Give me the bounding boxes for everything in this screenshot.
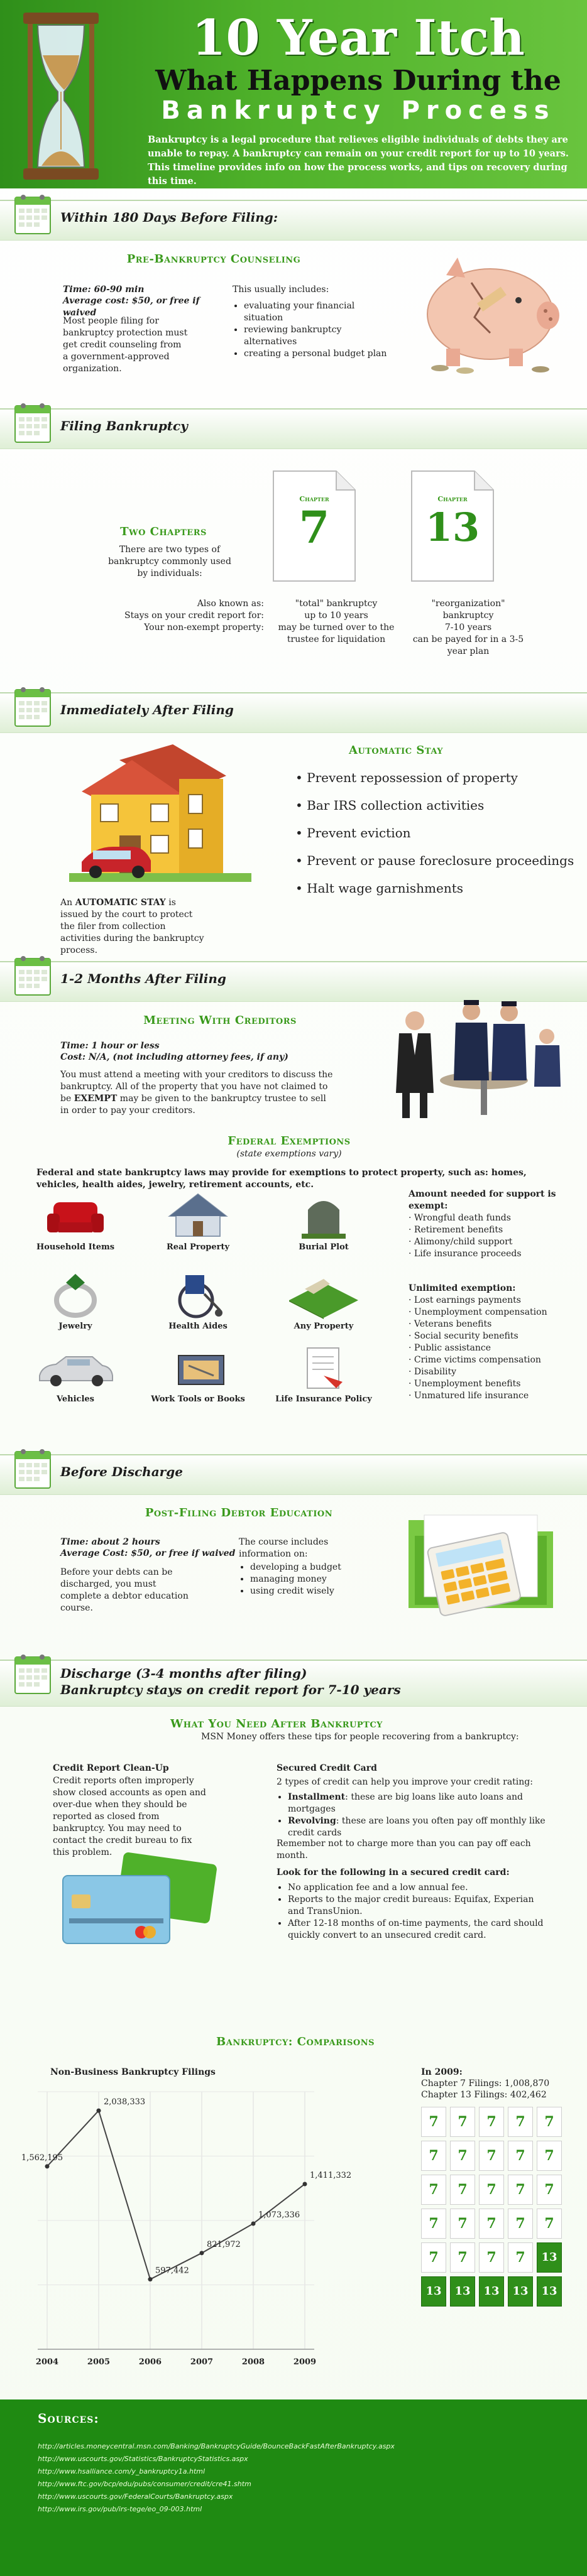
list-item: • Prevent eviction	[295, 825, 411, 840]
chapter-7-tile: 7	[537, 2141, 562, 2171]
chapter-7-tile: 7	[421, 2141, 446, 2171]
chart-x-tick-label: 2009	[293, 2357, 317, 2367]
chapter-7-details	[273, 598, 399, 646]
intro-paragraph	[148, 133, 572, 188]
chapter-7-tile: 7	[537, 2107, 562, 2137]
chapter-13-tile: 13	[421, 2276, 446, 2307]
list-item: · Life insurance proceeds	[409, 1249, 522, 1259]
section-title-filing: Filing Bankruptcy	[60, 418, 188, 433]
automatic-stay-note: An AUTOMATIC STAY is issued by the court to protect the filer from collection activities during the bankruptcy process.	[60, 898, 204, 955]
chapter-13-details	[409, 598, 528, 658]
section-title-after-filing: Immediately After Filing	[60, 702, 234, 717]
exemption-label-vehicles: Vehicles	[57, 1394, 94, 1404]
calendar-icon	[14, 685, 52, 727]
section-title-discharge-line2: Bankruptcy stays on credit report for 7-10 years	[60, 1682, 401, 1697]
header-banner	[0, 0, 587, 188]
credit-cards-icon	[57, 1850, 220, 1957]
calendar-icon	[14, 401, 52, 443]
list-item: • Reports to the major credit bureaus: Equifax, Experian and TransUnion.	[288, 1894, 553, 1918]
source-link[interactable]: http://www.hsalliance.com/y_bankruptcy1a.html	[38, 2467, 206, 2475]
list-item: · Disability	[409, 1367, 457, 1377]
chart-x-tick-label: 2007	[190, 2357, 214, 2367]
look-for-list	[277, 1882, 553, 1942]
chapter-7-tile: 7	[479, 2107, 504, 2137]
chapter-7-property: may be turned over to the trustee for liquidation	[278, 622, 395, 644]
list-item: • After 12-18 months of on-time payments, the card should quickly convert to an unsecured credit card.	[288, 1918, 553, 1942]
list-item: · Unmatured life insurance	[409, 1391, 529, 1401]
education-includes-intro: The course includes information on:	[239, 1537, 329, 1559]
chapter-7-tile: 7	[450, 2107, 475, 2137]
federal-exemptions-heading: Federal Exemptions	[228, 1134, 351, 1148]
source-link[interactable]: http://www.ftc.gov/bcp/edu/pubs/consumer/credit/cre41.shtm	[38, 2480, 251, 2488]
meeting-body: You must attend a meeting with your creditors to discuss the bankruptcy. All of the property that you have not claimed to be EXEMPT may be given to the bankruptcy trustee to sell in order to pay your creditors.	[60, 1070, 333, 1116]
chapter-7-tile: 7	[450, 2141, 475, 2171]
filings-line-chart	[21, 2079, 352, 2381]
calendar-icon	[14, 1447, 52, 1489]
chapter-7-tile: 7	[450, 2175, 475, 2205]
exemption-label-life-insurance: Life Insurance Policy	[275, 1394, 372, 1404]
chapter-7-tile: 7	[421, 2175, 446, 2205]
armchair-icon	[41, 1195, 110, 1239]
unlimited-exemptions-title: Unlimited exemption:	[409, 1283, 516, 1293]
chapter-7-tile: 7	[479, 2175, 504, 2205]
chapter-7-tile: 7	[508, 2141, 533, 2171]
chapter-7-tile: 7	[508, 2107, 533, 2137]
education-time: Time: about 2 hours	[60, 1537, 160, 1547]
page-title: 10 Year Itch	[192, 9, 525, 67]
chapter-7-tile: 7	[421, 2209, 446, 2239]
chapter-7-number: 7	[299, 501, 330, 553]
chapter-7-tile: 7	[421, 2242, 446, 2273]
stats-title: In 2009:	[421, 2067, 463, 2077]
chart-data-label: 1,073,336	[258, 2210, 300, 2220]
chart-data-label: 597,442	[155, 2266, 189, 2276]
section-bar-after-filing	[0, 692, 587, 733]
house-icon	[167, 1191, 229, 1239]
chart-data-label: 821,972	[207, 2239, 241, 2249]
meeting-cost: Cost: N/A, (not including attorney fees, if any)	[60, 1052, 288, 1062]
chapter-7-tile: 7	[479, 2141, 504, 2171]
chapter-7-tile: 7	[508, 2175, 533, 2205]
list-item: · Unemployment benefits	[409, 1379, 521, 1389]
counseling-time: Time: 60-90 min	[63, 285, 145, 295]
chapter-13-tile: 13	[450, 2276, 475, 2307]
counseling-includes-intro: This usually includes:	[233, 285, 329, 295]
row-label: Stays on your credit report for:	[124, 611, 264, 621]
chapter-13-tile: 13	[537, 2276, 562, 2307]
exemption-label-burial-plot: Burial Plot	[299, 1242, 349, 1252]
intro-bold: Bankruptcy	[148, 134, 207, 145]
cleanup-body: Credit reports often improperly show closed accounts as open and over-due when they should be reported as closed from bankruptcy. You may need to contact the credit bureau to fix this problem.	[53, 1776, 206, 1857]
unlimited-exemptions	[409, 1283, 578, 1402]
list-item: · Retirement benefits	[409, 1225, 503, 1235]
support-exemptions	[409, 1188, 572, 1260]
list-item: • using credit wisely	[250, 1585, 377, 1597]
education-includes-list	[239, 1562, 377, 1597]
chart-data-label: 1,411,332	[310, 2170, 352, 2180]
look-for-title: Look for the following in a secured credit card:	[277, 1867, 510, 1878]
after-bankruptcy-heading: What You Need After Bankruptcy	[170, 1717, 383, 1731]
chart-series-line	[47, 2111, 305, 2280]
section-title-discharge: Discharge (3-4 months after filing)	[60, 1666, 307, 1681]
two-chapters-heading: Two Chapters	[120, 525, 207, 538]
list-item: • Prevent repossession of property	[295, 770, 518, 785]
exemption-label-jewelry: Jewelry	[58, 1322, 92, 1331]
list-item: · Crime victims compensation	[409, 1355, 541, 1365]
counseling-body: Most people filing for bankruptcy protection must get credit counseling from a government-approved organization.	[63, 316, 188, 374]
debtor-education-heading: Post-Filing Debtor Education	[145, 1506, 333, 1519]
list-item: · Unemployment compensation	[409, 1307, 547, 1317]
list-item: • Revolving: these are loans you often pay off monthly like credit cards	[288, 1815, 553, 1839]
list-item: • Halt wage garnishments	[295, 881, 464, 896]
list-item: • developing a budget	[250, 1562, 377, 1573]
support-exemptions-title: Amount needed for support is exempt:	[409, 1189, 556, 1211]
chapter-13-property: can be payed for in a 3-5 year plan	[412, 634, 524, 656]
secured-card-intro: 2 types of credit can help you improve your credit rating:	[277, 1777, 533, 1787]
chart-point	[45, 2164, 50, 2168]
education-cost: Average Cost: $50, or free if waived	[60, 1548, 236, 1558]
chart-point	[303, 2182, 307, 2186]
list-item: · Social security benefits	[409, 1331, 518, 1341]
chapter-13-stat: Chapter 13 Filings: 402,462	[421, 2090, 547, 2100]
chapter-7-aka: "total" bankruptcy	[295, 599, 378, 609]
meeting-time: Time: 1 hour or less	[60, 1041, 160, 1051]
row-label: Your non-exempt property:	[144, 622, 264, 633]
chart-point	[97, 2109, 101, 2113]
chapter-row-labels	[82, 598, 264, 634]
wheelchair-icon	[170, 1266, 226, 1319]
chapter-7-tile: 7	[508, 2242, 533, 2273]
exemption-label-any-property: Any Property	[294, 1322, 354, 1331]
list-item: • Bar IRS collection activities	[295, 798, 485, 813]
after-bankruptcy-intro: MSN Money offers these tips for people recovering from a bankruptcy:	[201, 1732, 519, 1742]
chapter-7-duration: up to 10 years	[304, 611, 368, 621]
two-chapters-intro: There are two types of bankruptcy commonly used by individuals:	[108, 545, 231, 579]
calendar-icon	[14, 192, 52, 235]
car-icon	[35, 1350, 116, 1388]
exemption-label-health-aides: Health Aides	[168, 1322, 228, 1331]
list-item: • creating a personal budget plan	[244, 348, 396, 360]
list-item: • managing money	[250, 1573, 377, 1585]
chart-point	[148, 2277, 153, 2281]
section-title-before-discharge: Before Discharge	[60, 1464, 183, 1479]
counseling-cost: Average cost: $50, or free if waived	[63, 296, 200, 318]
sources-title: Sources:	[38, 2411, 99, 2426]
chapter-13-number: 13	[425, 504, 480, 550]
federal-exemptions-intro: Federal and state bankruptcy laws may provide for exemptions to protect property, such as: homes, vehicles, health aides, jewelry, retirement accounts, etc.	[36, 1168, 527, 1190]
exemption-label-work-tools: Work Tools or Books	[151, 1394, 245, 1404]
list-item: · Veterans benefits	[409, 1319, 492, 1329]
chapter-7-tile: 7	[479, 2209, 504, 2239]
automatic-stay-heading: Automatic Stay	[348, 744, 444, 757]
row-label: Also known as:	[197, 599, 264, 609]
exemption-label-real-property: Real Property	[166, 1242, 230, 1252]
house-with-car-icon	[57, 741, 258, 886]
intro-text: is a legal procedure that relieves eligible individuals of debts they are unable to repay. A bankruptcy can remain on your credit report for up to 10 years. This timeline provides info on how the process works, and tips on recovery during this time.	[148, 134, 569, 187]
counseling-includes-list	[233, 300, 396, 360]
chapter-7-tile: 7	[450, 2242, 475, 2273]
source-link[interactable]: http://articles.moneycentral.msn.com/Banking/BankruptcyGuide/BounceBackFastAfterBankruptcy.aspx	[38, 2442, 395, 2450]
chapter-13-label: Chapter	[437, 495, 468, 503]
chart-point	[251, 2221, 256, 2225]
toolbox-icon	[170, 1344, 233, 1391]
chart-x-tick-label: 2005	[87, 2357, 111, 2367]
broken-piggy-bank-icon	[402, 245, 578, 377]
comparisons-heading: Bankruptcy: Comparisons	[216, 2035, 375, 2048]
chapter-13-duration: 7-10 years	[444, 622, 492, 633]
cleanup-title: Credit Report Clean-Up	[53, 1763, 169, 1773]
secured-card-types	[277, 1791, 553, 1839]
source-link[interactable]: http://www.uscourts.gov/FederalCourts/Bankruptcy.aspx	[38, 2492, 233, 2501]
insurance-document-icon	[299, 1344, 349, 1392]
chart-x-tick-label: 2004	[35, 2357, 59, 2367]
calculator-folder-icon	[396, 1501, 566, 1627]
pre-bankruptcy-counseling-heading: Pre-Bankruptcy Counseling	[126, 253, 301, 266]
automatic-stay-list	[295, 769, 574, 908]
page-subtitle-line1: What Happens During the	[155, 65, 561, 97]
list-item: · Public assistance	[409, 1343, 491, 1353]
section-bar-discharge	[0, 1660, 587, 1707]
calendar-icon	[14, 1652, 52, 1695]
page-subtitle-line2: Bankruptcy Process	[161, 96, 556, 125]
chapter-13-tile: 13	[479, 2276, 504, 2307]
list-item: • Installment: these are big loans like auto loans and mortgages	[288, 1791, 553, 1815]
chart-data-label: 1,562,195	[21, 2153, 63, 2163]
section-title-months-after-filing: 1-2 Months After Filing	[60, 971, 226, 986]
chapter-7-tile: 7	[421, 2107, 446, 2137]
section-title-before-filing: Within 180 Days Before Filing:	[60, 210, 278, 225]
education-body: Before your debts can be discharged, you must complete a debtor education course.	[60, 1567, 189, 1613]
chapter-13-aka: "reorganization" bankruptcy	[431, 599, 505, 621]
chapter-7-tile: 7	[537, 2209, 562, 2239]
meeting-creditors-heading: Meeting With Creditors	[143, 1014, 297, 1027]
hourglass-icon	[20, 11, 102, 181]
chapter-7-stat: Chapter 7 Filings: 1,008,870	[421, 2079, 550, 2089]
section-bar-before-filing	[0, 200, 587, 241]
secured-card-remember: Remember not to charge more than you can pay off each month.	[277, 1839, 531, 1861]
chapter-7-label: Chapter	[299, 495, 329, 503]
source-link[interactable]: http://www.irs.gov/pub/irs-tege/eo_09-003.html	[38, 2505, 202, 2513]
federal-exemptions-subheading: (state exemptions vary)	[236, 1149, 342, 1159]
calendar-icon	[14, 954, 52, 996]
chapter-7-tile: 7	[508, 2209, 533, 2239]
secured-card-title: Secured Credit Card	[277, 1763, 377, 1773]
chapter-7-tile: 7	[537, 2175, 562, 2205]
list-item: • evaluating your financial situation	[244, 300, 396, 324]
chart-title: Non-Business Bankruptcy Filings	[50, 2067, 216, 2077]
section-bar-filing	[0, 408, 587, 449]
section-bar-before-discharge	[0, 1454, 587, 1495]
chapter-7-tile: 7	[450, 2209, 475, 2239]
chart-x-tick-label: 2008	[241, 2357, 265, 2367]
list-item: · Alimony/child support	[409, 1237, 513, 1247]
exemption-label-household-items: Household Items	[36, 1242, 115, 1252]
gravestone-icon	[295, 1195, 352, 1239]
chapter-13-tile: 13	[508, 2276, 533, 2307]
chart-point	[200, 2251, 204, 2255]
list-item: • No application fee and a low annual fee.	[288, 1882, 553, 1894]
chart-x-tick-label: 2006	[138, 2357, 162, 2367]
source-link[interactable]: http://www.uscourts.gov/Statistics/BankruptcyStatistics.aspx	[38, 2455, 248, 2463]
business-people-meeting-icon	[377, 992, 572, 1124]
list-item: • reviewing bankruptcy alternatives	[244, 324, 396, 348]
land-plot-icon	[286, 1270, 361, 1319]
chapter-13-tile: 13	[537, 2242, 562, 2273]
chart-data-label: 2,038,333	[104, 2097, 146, 2107]
list-item: · Lost earnings payments	[409, 1295, 521, 1305]
list-item: · Wrongful death funds	[409, 1213, 511, 1223]
ring-icon	[47, 1269, 104, 1319]
list-item: • Prevent or pause foreclosure proceedings	[295, 853, 574, 868]
chapter-7-tile: 7	[479, 2242, 504, 2273]
